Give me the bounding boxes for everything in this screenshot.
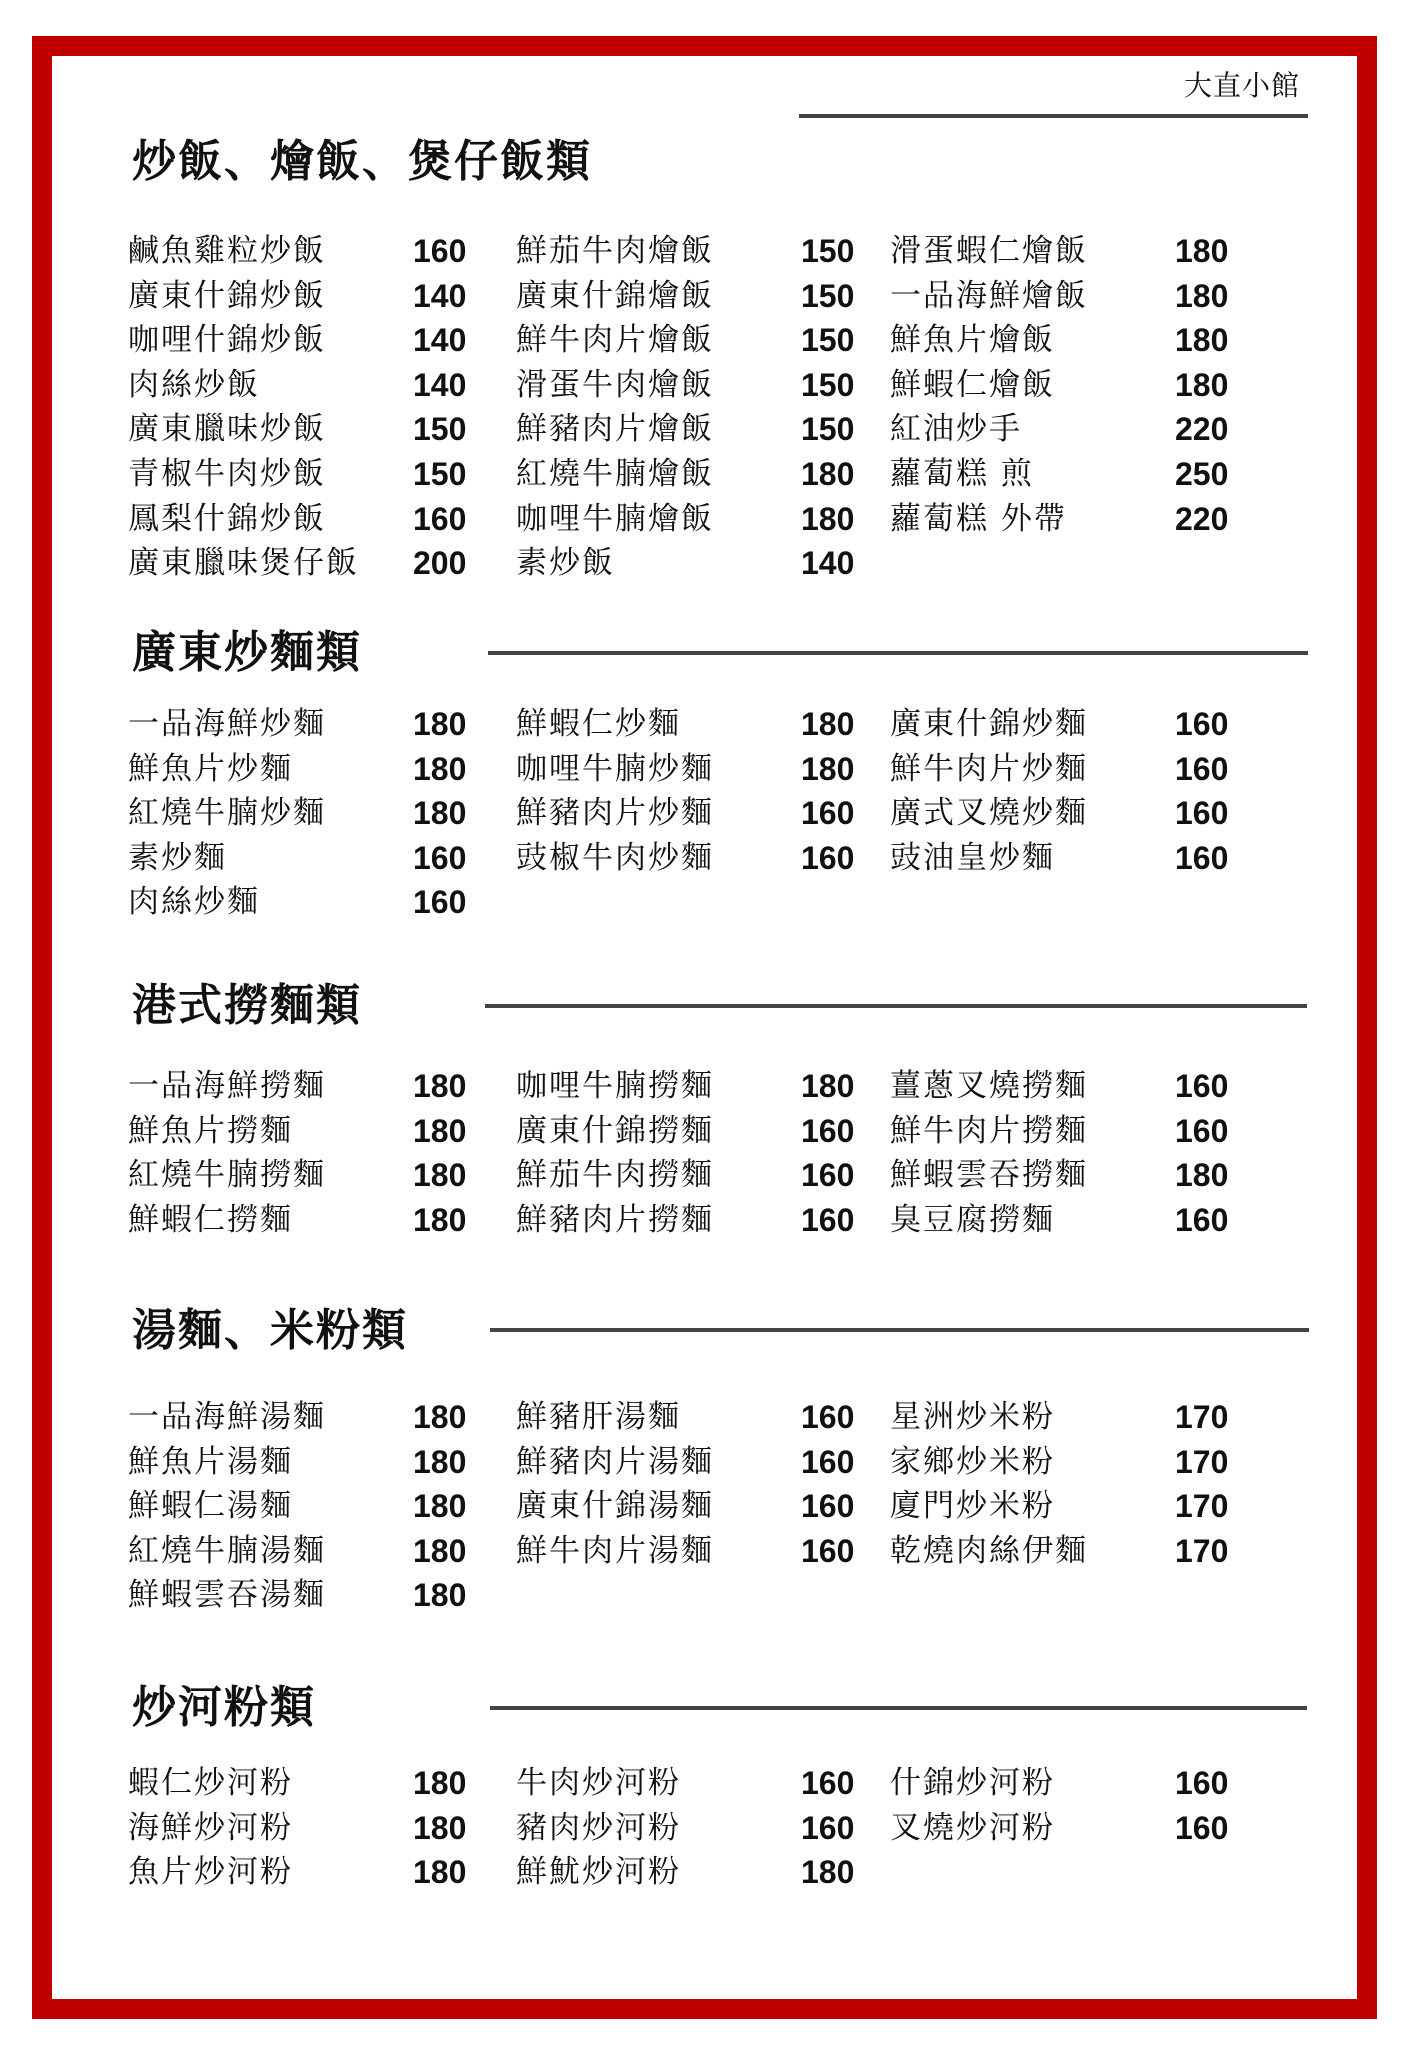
menu-item-name: 乾燒肉絲伊麵 [890, 1533, 1088, 1569]
menu-item-price: 180 [413, 1068, 467, 1104]
menu-item-price: 140 [413, 322, 467, 358]
menu-item-price: 250 [1175, 456, 1229, 492]
menu-item [128, 791, 488, 835]
menu-item-price: 160 [801, 1533, 855, 1569]
menu-item [516, 791, 876, 835]
menu-item-price: 180 [413, 1202, 467, 1238]
menu-item [128, 1064, 488, 1108]
menu-item [516, 318, 876, 362]
menu-item [516, 497, 876, 541]
menu-item [128, 1153, 488, 1197]
menu-item-name: 滑蛋蝦仁燴飯 [890, 233, 1088, 269]
menu-item [128, 318, 488, 362]
menu-item-name: 鮮茄牛肉燴飯 [516, 233, 714, 269]
menu-item [128, 1529, 488, 1573]
menu-item [890, 1109, 1250, 1153]
menu-item-price: 180 [413, 1577, 467, 1613]
menu-item-name: 廣東什錦炒麵 [890, 706, 1088, 742]
menu-item-price: 180 [413, 1113, 467, 1149]
menu-item [890, 1806, 1250, 1850]
menu-item-name: 鮮豬肉片燴飯 [516, 411, 714, 447]
menu-item [128, 274, 488, 318]
menu-item [516, 274, 876, 318]
menu-item-name: 什錦炒河粉 [890, 1765, 1055, 1801]
section-divider [490, 1706, 1307, 1710]
section-divider [485, 1004, 1307, 1008]
menu-item-price: 160 [801, 1113, 855, 1149]
menu-item [516, 363, 876, 407]
menu-item [516, 1440, 876, 1484]
menu-item-name: 一品海鮮撈麵 [128, 1068, 326, 1104]
menu-item [128, 541, 488, 585]
menu-item-name: 廣東臘味煲仔飯 [128, 545, 359, 581]
menu-item-price: 180 [801, 501, 855, 537]
menu-item-name: 咖哩牛腩撈麵 [516, 1068, 714, 1104]
menu-item-price: 160 [801, 1399, 855, 1435]
menu-item-name: 鳳梨什錦炒飯 [128, 501, 326, 537]
menu-item-name: 咖哩牛腩燴飯 [516, 501, 714, 537]
menu-item [890, 407, 1250, 451]
menu-item-price: 160 [1175, 1810, 1229, 1846]
menu-item-price: 180 [413, 1444, 467, 1480]
menu-item-name: 廣東什錦撈麵 [516, 1113, 714, 1149]
menu-item [516, 1109, 876, 1153]
menu-item-name: 鮮蝦仁燴飯 [890, 367, 1055, 403]
menu-item-name: 鮮茄牛肉撈麵 [516, 1157, 714, 1193]
menu-item [128, 1395, 488, 1439]
menu-item-price: 160 [1175, 1113, 1229, 1149]
restaurant-name: 大直小館 [1183, 69, 1300, 102]
menu-item-price: 160 [801, 795, 855, 831]
menu-item [890, 1395, 1250, 1439]
menu-item-name: 紅燒牛腩撈麵 [128, 1157, 326, 1193]
menu-item [516, 1761, 876, 1805]
menu-item-price: 160 [801, 1765, 855, 1801]
menu-item-name: 鮮蝦仁撈麵 [128, 1202, 293, 1238]
menu-item-price: 150 [413, 456, 467, 492]
menu-item-name: 一品海鮮炒麵 [128, 706, 326, 742]
menu-item-price: 150 [801, 278, 855, 314]
menu-item [890, 836, 1250, 880]
menu-item [128, 1109, 488, 1153]
menu-item-price: 180 [1175, 233, 1229, 269]
menu-item-price: 160 [1175, 706, 1229, 742]
menu-item [516, 702, 876, 746]
menu-item-name: 素炒麵 [128, 840, 227, 876]
header-divider [799, 114, 1308, 118]
menu-item [516, 452, 876, 496]
menu-item-price: 160 [801, 1810, 855, 1846]
menu-item [128, 1198, 488, 1242]
menu-item-price: 150 [801, 367, 855, 403]
menu-item-name: 海鮮炒河粉 [128, 1810, 293, 1846]
menu-item-name: 鮮蝦仁湯麵 [128, 1488, 293, 1524]
menu-item [128, 836, 488, 880]
menu-item [516, 1198, 876, 1242]
menu-item-price: 160 [1175, 1765, 1229, 1801]
menu-item [128, 452, 488, 496]
menu-item-price: 220 [1175, 411, 1229, 447]
menu-item [516, 1064, 876, 1108]
menu-item-price: 160 [413, 501, 467, 537]
menu-item-price: 150 [801, 233, 855, 269]
menu-item-name: 豬肉炒河粉 [516, 1810, 681, 1846]
menu-item-price: 140 [801, 545, 855, 581]
menu-item-name: 蘿蔔糕 煎 [890, 456, 1034, 492]
menu-item-name: 鮮牛肉片燴飯 [516, 322, 714, 358]
menu-item-price: 160 [1175, 1068, 1229, 1104]
menu-item [128, 1850, 488, 1894]
section-title-cantonese-fried-noodles: 廣東炒麵類 [132, 627, 362, 678]
menu-item-price: 180 [413, 1533, 467, 1569]
menu-item-price: 180 [413, 706, 467, 742]
menu-item-name: 青椒牛肉炒飯 [128, 456, 326, 492]
menu-item-name: 蘿蔔糕 外帶 [890, 501, 1067, 537]
menu-item-name: 鮮蝦仁炒麵 [516, 706, 681, 742]
menu-item [516, 1153, 876, 1197]
menu-item-price: 200 [413, 545, 467, 581]
menu-item-price: 160 [801, 1444, 855, 1480]
menu-item [128, 1806, 488, 1850]
menu-item-name: 一品海鮮燴飯 [890, 278, 1088, 314]
menu-item-price: 150 [413, 411, 467, 447]
menu-item-name: 咖哩什錦炒飯 [128, 322, 326, 358]
menu-item-price: 160 [413, 884, 467, 920]
menu-item-price: 170 [1175, 1533, 1229, 1569]
menu-item-name: 鮮蝦雲吞湯麵 [128, 1577, 326, 1613]
menu-item [516, 407, 876, 451]
menu-item [890, 1484, 1250, 1528]
menu-item-price: 150 [801, 322, 855, 358]
menu-item-price: 180 [801, 751, 855, 787]
menu-item-name: 鮮魷炒河粉 [516, 1854, 681, 1890]
menu-item-name: 鮮牛肉片撈麵 [890, 1113, 1088, 1149]
menu-item [128, 1440, 488, 1484]
menu-item-name: 鮮魚片燴飯 [890, 322, 1055, 358]
menu-item-name: 廣東臘味炒飯 [128, 411, 326, 447]
menu-item-price: 160 [801, 1157, 855, 1193]
menu-item-name: 魚片炒河粉 [128, 1854, 293, 1890]
menu-item [890, 452, 1250, 496]
menu-item-price: 160 [413, 840, 467, 876]
menu-item-price: 160 [801, 1202, 855, 1238]
menu-item-price: 160 [801, 1488, 855, 1524]
menu-item-name: 叉燒炒河粉 [890, 1810, 1055, 1846]
menu-item-name: 鮮蝦雲吞撈麵 [890, 1157, 1088, 1193]
menu-item-name: 豉椒牛肉炒麵 [516, 840, 714, 876]
menu-item-name: 廣東什錦炒飯 [128, 278, 326, 314]
menu-item-price: 180 [413, 1854, 467, 1890]
menu-item [890, 1198, 1250, 1242]
menu-item-price: 180 [801, 456, 855, 492]
section-title-fried-rice-noodles: 炒河粉類 [132, 1682, 316, 1733]
menu-item-name: 蝦仁炒河粉 [128, 1765, 293, 1801]
menu-item-name: 鹹魚雞粒炒飯 [128, 233, 326, 269]
menu-item-price: 180 [1175, 367, 1229, 403]
menu-item-name: 一品海鮮湯麵 [128, 1399, 326, 1435]
menu-item [516, 1806, 876, 1850]
section-title-lo-mein: 港式撈麵類 [132, 980, 362, 1031]
menu-item-price: 180 [801, 1068, 855, 1104]
menu-item-name: 紅油炒手 [890, 411, 1022, 447]
menu-item-name: 紅燒牛腩炒麵 [128, 795, 326, 831]
menu-item-price: 220 [1175, 501, 1229, 537]
menu-item [128, 407, 488, 451]
menu-item-name: 素炒飯 [516, 545, 615, 581]
menu-item-name: 鮮豬肉片炒麵 [516, 795, 714, 831]
menu-item-name: 鮮豬肉片湯麵 [516, 1444, 714, 1480]
menu-item-name: 紅燒牛腩燴飯 [516, 456, 714, 492]
menu-item [128, 497, 488, 541]
menu-item-price: 140 [413, 367, 467, 403]
menu-item-price: 160 [801, 840, 855, 876]
menu-item [890, 747, 1250, 791]
menu-item-name: 薑蔥叉燒撈麵 [890, 1068, 1088, 1104]
menu-item [890, 1529, 1250, 1573]
menu-item [516, 1529, 876, 1573]
menu-item [890, 1761, 1250, 1805]
menu-item-name: 廣式叉燒炒麵 [890, 795, 1088, 831]
menu-item-name: 鮮魚片炒麵 [128, 751, 293, 787]
menu-item-price: 180 [413, 1810, 467, 1846]
menu-item [128, 1484, 488, 1528]
menu-item-price: 170 [1175, 1399, 1229, 1435]
menu-item-price: 180 [413, 795, 467, 831]
menu-item-price: 180 [1175, 1157, 1229, 1193]
menu-item [516, 747, 876, 791]
menu-item [516, 1850, 876, 1894]
menu-item-name: 廣東什錦燴飯 [516, 278, 714, 314]
menu-item-name: 咖哩牛腩炒麵 [516, 751, 714, 787]
menu-item-name: 家鄉炒米粉 [890, 1444, 1055, 1480]
menu-item [516, 541, 876, 585]
menu-item [890, 791, 1250, 835]
menu-item-name: 紅燒牛腩湯麵 [128, 1533, 326, 1569]
menu-item-price: 180 [1175, 278, 1229, 314]
menu-item [128, 1761, 488, 1805]
menu-item-price: 160 [1175, 1202, 1229, 1238]
menu-item-price: 180 [413, 1488, 467, 1524]
menu-item [516, 229, 876, 273]
menu-item [516, 836, 876, 880]
menu-item [516, 1395, 876, 1439]
menu-item [890, 1440, 1250, 1484]
menu-item-price: 180 [413, 751, 467, 787]
menu-item [128, 702, 488, 746]
menu-item [128, 747, 488, 791]
menu-item [890, 363, 1250, 407]
menu-item-price: 160 [1175, 795, 1229, 831]
menu-item-price: 180 [801, 706, 855, 742]
menu-item-name: 鮮魚片湯麵 [128, 1444, 293, 1480]
menu-item-name: 廈門炒米粉 [890, 1488, 1055, 1524]
menu-item-price: 180 [413, 1157, 467, 1193]
menu-item-name: 廣東什錦湯麵 [516, 1488, 714, 1524]
menu-item-price: 160 [413, 233, 467, 269]
menu-item-name: 鮮牛肉片炒麵 [890, 751, 1088, 787]
menu-item [128, 1573, 488, 1617]
section-divider [488, 651, 1308, 655]
menu-item [128, 363, 488, 407]
menu-item-price: 180 [413, 1765, 467, 1801]
menu-item-name: 豉油皇炒麵 [890, 840, 1055, 876]
menu-item-price: 140 [413, 278, 467, 314]
menu-item [890, 274, 1250, 318]
menu-item [516, 1484, 876, 1528]
section-title-soup-noodles-vermicelli: 湯麵、米粉類 [132, 1305, 408, 1356]
menu-item-price: 170 [1175, 1444, 1229, 1480]
menu-item-price: 170 [1175, 1488, 1229, 1524]
menu-item [128, 880, 488, 924]
menu-item-name: 鮮牛肉片湯麵 [516, 1533, 714, 1569]
menu-item-name: 鮮魚片撈麵 [128, 1113, 293, 1149]
menu-item-name: 牛肉炒河粉 [516, 1765, 681, 1801]
section-title-fried-rice: 炒飯、燴飯、煲仔飯類 [132, 136, 592, 187]
menu-item-price: 180 [413, 1399, 467, 1435]
menu-item-price: 180 [801, 1854, 855, 1890]
menu-item [890, 229, 1250, 273]
menu-item-name: 滑蛋牛肉燴飯 [516, 367, 714, 403]
menu-item [128, 229, 488, 273]
menu-item [890, 318, 1250, 362]
menu-item-name: 鮮豬肝湯麵 [516, 1399, 681, 1435]
menu-item-price: 160 [1175, 751, 1229, 787]
menu-item-name: 臭豆腐撈麵 [890, 1202, 1055, 1238]
menu-item [890, 1064, 1250, 1108]
menu-item-name: 肉絲炒麵 [128, 884, 260, 920]
section-divider [490, 1328, 1309, 1332]
menu-item-name: 鮮豬肉片撈麵 [516, 1202, 714, 1238]
menu-item [890, 497, 1250, 541]
menu-item-name: 肉絲炒飯 [128, 367, 260, 403]
menu-item-name: 星洲炒米粉 [890, 1399, 1055, 1435]
menu-item-price: 150 [801, 411, 855, 447]
menu-item-price: 160 [1175, 840, 1229, 876]
menu-item [890, 1153, 1250, 1197]
menu-item [890, 702, 1250, 746]
menu-item-price: 180 [1175, 322, 1229, 358]
